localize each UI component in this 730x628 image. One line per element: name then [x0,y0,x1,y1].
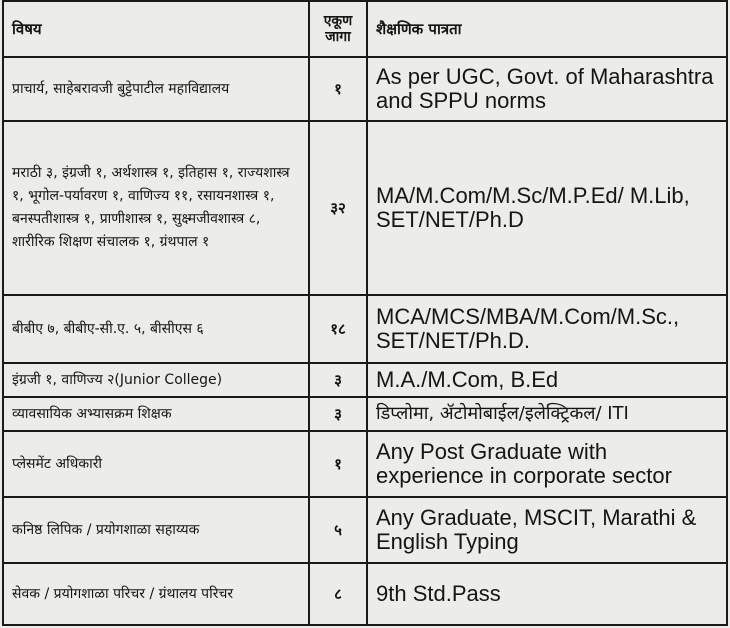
row-count: ५ [309,497,367,563]
row-count: ३ [309,363,367,397]
row-subject: प्राचार्य, साहेबरावजी बुट्टेपाटील महाविद्यालय [3,57,309,121]
table-row [3,431,727,497]
row-count: १ [309,57,367,121]
row-qualification: MA/M.Com/M.Sc/M.P.Ed/ M.Lib, SET/NET/Ph.D [367,121,727,295]
row-subject: सेवक / प्रयोगशाळा परिचर / ग्रंथालय परिचर [3,563,309,625]
table-row [3,363,727,397]
row-subject: मराठी ३, इंग्रजी १, अर्थशास्त्र १, इतिहास १, राज्यशास्त्र १, भूगोल-पर्यावरण १, वाणिज्य ११, रसायनशास्त्र १, बनस्पतीशास्त्र १, प्राणीशास्त्र १, सुक्ष्मजीवशास्त्र ८, शारीरिक शिक्षण संचालक १, ग्रंथपाल १ [3,121,309,295]
header-qualification: शैक्षणिक पात्रता [367,1,727,57]
row-subject: प्लेसमेंट अधिकारी [3,431,309,497]
header-count: एकूण जागा [309,1,367,57]
row-qualification: As per UGC, Govt. of Maharashtra and SPPU norms [367,57,727,121]
row-count: ३२ [309,121,367,295]
row-subject: इंग्रजी १, वाणिज्य २(Junior College) [3,363,309,397]
header-row [3,1,727,57]
row-count: १ [309,431,367,497]
row-count: ३ [309,397,367,431]
table-row [3,397,727,431]
row-subject: बीबीए ७, बीबीए-सी.ए. ५, बीसीएस ६ [3,295,309,363]
table-row [3,121,727,295]
table-row [3,57,727,121]
row-qualification: Any Post Graduate with experience in corporate sector [367,431,727,497]
table-row [3,295,727,363]
header-subject: विषय [3,1,309,57]
row-count: ८ [309,563,367,625]
row-qualification: डिप्लोमा, ॲटोमोबाईल/इलेक्ट्रिकल/ ITI [367,397,727,431]
row-qualification: M.A./M.Com, B.Ed [367,363,727,397]
row-count: १८ [309,295,367,363]
vacancy-table [2,0,728,626]
row-subject: व्यावसायिक अभ्यासक्रम शिक्षक [3,397,309,431]
row-qualification: 9th Std.Pass [367,563,727,625]
table-row [3,497,727,563]
row-subject: कनिष्ठ लिपिक / प्रयोगशाळा सहाय्यक [3,497,309,563]
row-qualification: MCA/MCS/MBA/M.Com/M.Sc., SET/NET/Ph.D. [367,295,727,363]
row-qualification: Any Graduate, MSCIT, Marathi & English Typing [367,497,727,563]
table-row [3,563,727,625]
